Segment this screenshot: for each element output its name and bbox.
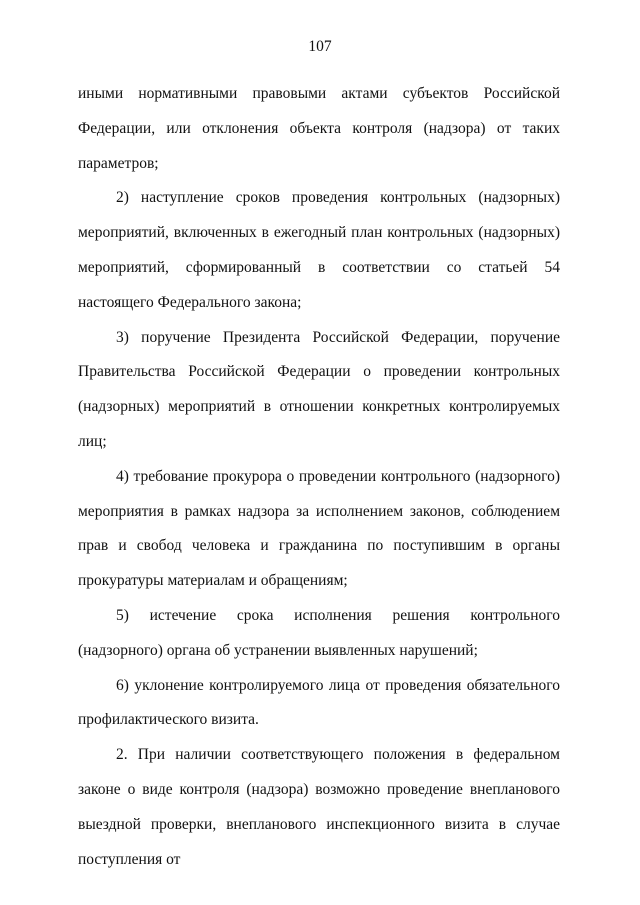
paragraph-item-2: 2) наступление сроков проведения контрольных (надзорных) мероприятий, включенных в ежегодный план контрольных (надзорных) мероприятий, сформированный в соответствии со статьей 54 настоящего Федерального закона; (78, 189, 560, 311)
paragraph-item-5: 5) истечение срока исполнения решения контрольного (надзорного) органа об устранении выявленных нарушений; (78, 606, 560, 659)
paragraph-section-2: 2. При наличии соответствующего положения в федеральном законе о виде контроля (надзора) возможно проведение внепланового выездной проверки, внепланового инспекционного визита в случае поступления от (78, 746, 560, 868)
page-number: 107 (308, 38, 332, 55)
document-body (78, 77, 560, 877)
paragraph-item-3: 3) поручение Президента Российской Федерации, поручение Правительства Российской Федерации о проведении контрольных (надзорных) мероприятий в отношении конкретных контролируемых лиц; (78, 328, 560, 450)
paragraph-item-6: 6) уклонение контролируемого лица от проведения обязательного профилактического визита. (78, 676, 560, 729)
paragraph-continuation: иными нормативными правовыми актами субъектов Российской Федерации, или отклонения объекта контроля (надзора) от таких параметров; (78, 85, 560, 172)
paragraph-item-4: 4) требование прокурора о проведении контрольного (надзорного) мероприятия в рамках надзора за исполнением законов, соблюдением прав и свобод человека и гражданина по поступившим в органы прокуратуры материалам и обращениям; (78, 467, 560, 590)
